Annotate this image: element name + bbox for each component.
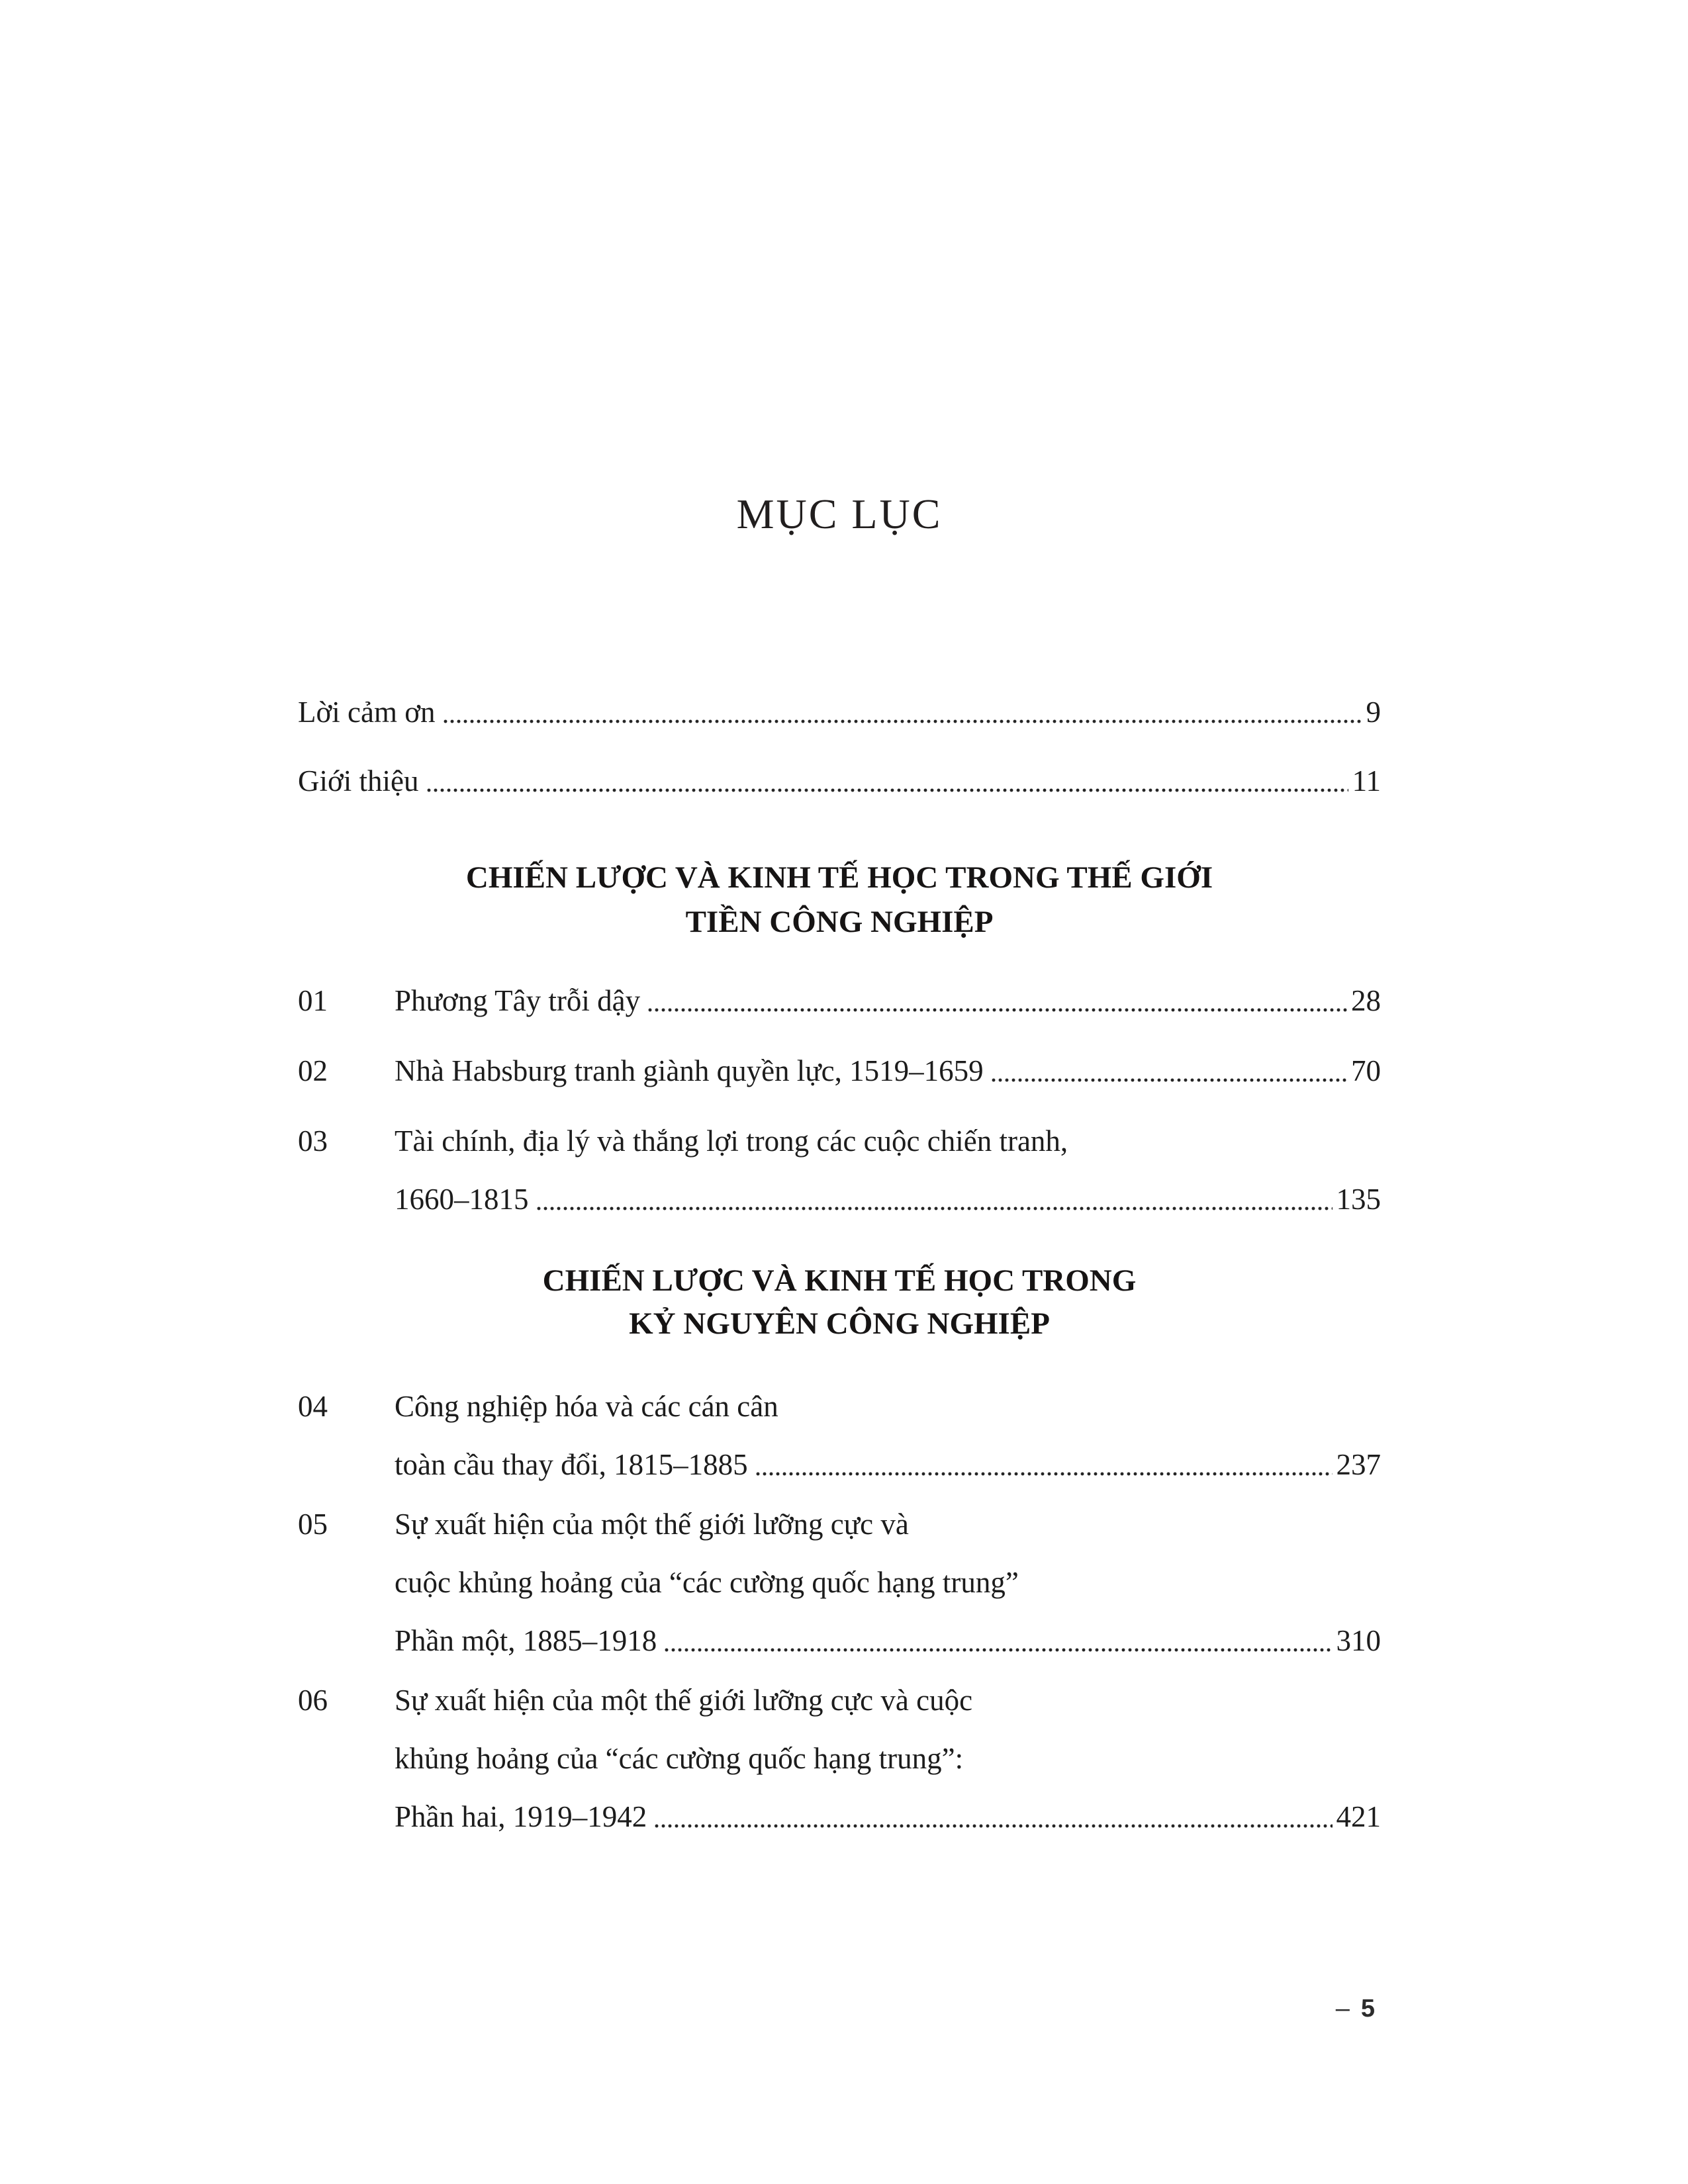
entry-line (395, 1553, 1381, 1612)
entry-line (395, 1435, 1381, 1494)
front-matter-list (298, 683, 1381, 810)
entry-line (395, 1788, 1381, 1846)
toc-entry (298, 1671, 1381, 1846)
entry-label: 1660–1815 (395, 1183, 529, 1216)
entry-text (395, 1495, 1381, 1670)
toc-entry (298, 1112, 1381, 1228)
entry-line (395, 972, 1381, 1030)
toc-section-industrial (298, 1259, 1381, 1846)
dot-leader (990, 1042, 1347, 1100)
dot-leader (442, 683, 1362, 741)
dot-leader (653, 1788, 1332, 1846)
toc-page-number: 421 (1336, 1800, 1381, 1833)
entry-text (395, 1671, 1381, 1846)
toc-entry (298, 972, 1381, 1030)
toc-row (298, 683, 1381, 741)
section-heading (298, 1259, 1381, 1345)
dot-leader (755, 1435, 1333, 1494)
entry-label: Nhà Habsburg tranh giành quyền lực, 1519–1659 (395, 1054, 984, 1087)
entry-label: Phần một, 1885–1918 (395, 1624, 657, 1657)
dot-leader (536, 1170, 1333, 1228)
entry-text (395, 1377, 1381, 1494)
dot-leader (647, 972, 1347, 1030)
toc-page-number: 28 (1351, 984, 1381, 1017)
entry-line (395, 1729, 1381, 1788)
entry-line (395, 1495, 1381, 1553)
section-heading (298, 856, 1381, 944)
section-heading-line: TIỀN CÔNG NGHIỆP (685, 905, 994, 939)
entry-label: cuộc khủng hoảng của “các cường quốc hạng trung” (395, 1566, 1019, 1599)
entry-line (395, 1671, 1381, 1729)
toc-entry (298, 1042, 1381, 1100)
entry-line (395, 1112, 1381, 1170)
toc-section-preindustrial (298, 856, 1381, 1228)
chapter-number: 02 (298, 1054, 328, 1087)
entry-text (395, 1112, 1381, 1228)
toc-page-number: 70 (1351, 1054, 1381, 1087)
entry-label: Sự xuất hiện của một thế giới lưỡng cực và cuộc (395, 1684, 973, 1717)
entry-label: Công nghiệp hóa và các cán cân (395, 1390, 778, 1423)
toc-page-number: 9 (1366, 696, 1381, 729)
toc-page-number: 11 (1352, 764, 1381, 797)
toc-row-label: Giới thiệu (298, 764, 419, 797)
toc-page-number: 135 (1336, 1183, 1381, 1216)
chapter-number: 05 (298, 1508, 328, 1541)
entry-text (395, 1042, 1381, 1100)
chapter-number: 01 (298, 984, 328, 1017)
entry-line (395, 1612, 1381, 1670)
toc-page-number: 310 (1336, 1624, 1381, 1657)
dot-leader (426, 752, 1348, 810)
entry-text (395, 972, 1381, 1030)
chapter-number: 06 (298, 1684, 328, 1717)
toc-entry (298, 1495, 1381, 1670)
entry-line (395, 1377, 1381, 1435)
dot-leader (663, 1612, 1332, 1670)
page-footer (1336, 1995, 1376, 2023)
folio-dash: – (1335, 1995, 1350, 2023)
chapter-number: 03 (298, 1124, 328, 1158)
page-title: MỤC LỤC (736, 490, 943, 537)
toc-entry (298, 1377, 1381, 1494)
entry-label: Phần hai, 1919–1942 (395, 1800, 647, 1833)
section-heading-line: CHIẾN LƯỢC VÀ KINH TẾ HỌC TRONG (542, 1263, 1137, 1298)
chapter-number: 04 (298, 1390, 328, 1423)
entry-label: Tài chính, địa lý và thắng lợi trong các cuộc chiến tranh, (395, 1124, 1068, 1158)
toc-page-number: 237 (1336, 1448, 1381, 1481)
folio-number: 5 (1360, 1995, 1376, 2023)
toc-row (298, 752, 1381, 810)
section-heading-line: CHIẾN LƯỢC VÀ KINH TẾ HỌC TRONG THẾ GIỚI (465, 860, 1213, 895)
entry-label: toàn cầu thay đổi, 1815–1885 (395, 1448, 748, 1481)
section-heading-line: KỶ NGUYÊN CÔNG NGHIỆP (629, 1306, 1050, 1341)
entry-label: Sự xuất hiện của một thế giới lưỡng cực và (395, 1508, 909, 1541)
toc-row-label: Lời cảm ơn (298, 696, 436, 729)
entry-label: Phương Tây trỗi dậy (395, 984, 641, 1017)
entry-line (395, 1170, 1381, 1228)
entry-line (395, 1042, 1381, 1100)
toc-content (298, 0, 1381, 1847)
entry-label: khủng hoảng của “các cường quốc hạng trung”: (395, 1742, 964, 1775)
